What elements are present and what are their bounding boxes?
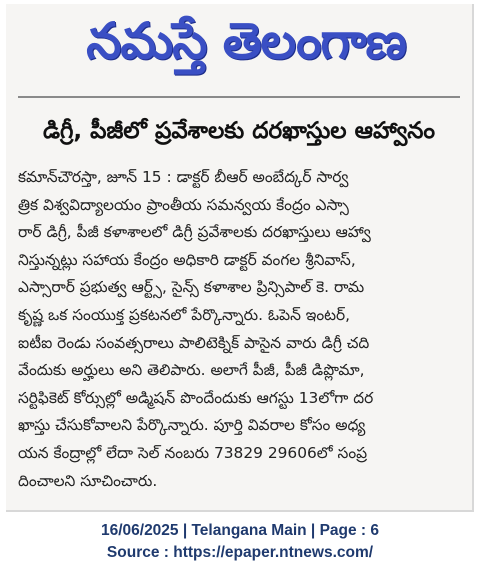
article-line: సర్టిఫికెట్‌ కోర్సుల్లో అడ్మిషన్‌ పొందేందుకు ఆగస్టు 13లోగా దర [18,388,374,407]
newspaper-masthead: నమస్తే తెలంగాణ [86,12,406,70]
newspaper-clipping [6,4,474,512]
caption-source-link[interactable]: Source : https://epaper.ntnews.com/ [106,544,374,561]
article-line: వేందుకు అర్హులు అని తెలిపారు. అలాగే పీజీ, పీజీ డిప్లొమా, [18,361,365,380]
article-line: కమాన్‌చౌరస్తా, జూన్‌ 15 : డాక్టర్‌ బీఆర్‌ అంబేద్కర్‌ సార్వ [18,168,349,186]
article-line: దించాలని సూచించారు. [18,471,158,490]
article-line: యన కేంద్రాల్లో లేదా సెల్‌ నంబరు 73829 29606లో సంప్ర [18,443,368,462]
source-caption [0,520,480,564]
article-line: ఐటీఐ రెండు సంవత్సరాలు పాలిటెక్నిక్‌ పాసైన వారు డిగ్రీ చది [18,333,370,352]
article-line: కృష్ణ ఒక సంయుక్త ప్రకటనలో పేర్కొన్నారు. ఓపెన్‌ ఇంటర్‌, [18,305,351,324]
article-body [18,164,460,495]
caption-date-edition-page: 16/06/2025 | Telangana Main | Page : 6 [100,522,380,539]
article-line: త్రిక విశ్వవిద్యాలయం ప్రాంతీయ సమన్వయ కేంద్రం ఎస్సా [18,195,349,214]
article-line: ఎస్సారార్‌ ప్రభుత్వ ఆర్ట్స్‌, సైన్స్‌ కళాశాల ప్రిన్సిపాల్‌ కె. రామ [18,278,365,297]
article-line: నిస్తున్నట్లు సహాయ కేంద్రం అధికారి డాక్టర్‌ వంగల శ్రీనివాస్‌, [18,250,356,269]
article-headline: డిగ్రీ, పీజీలో ప్రవేశాలకు దరఖాస్తుల ఆహ్వానం [42,118,436,144]
article-line: రార్‌ డిగ్రీ, పీజీ కళాశాలలో డిగ్రీ ప్రవేశాలకు దరఖాస్తులు ఆహ్వా [18,223,371,242]
divider-rule [18,96,460,98]
article-line: ఖాస్తు చేసుకోవాలని పేర్కొన్నారు. పూర్తి వివరాల కోసం అధ్య [18,416,366,435]
